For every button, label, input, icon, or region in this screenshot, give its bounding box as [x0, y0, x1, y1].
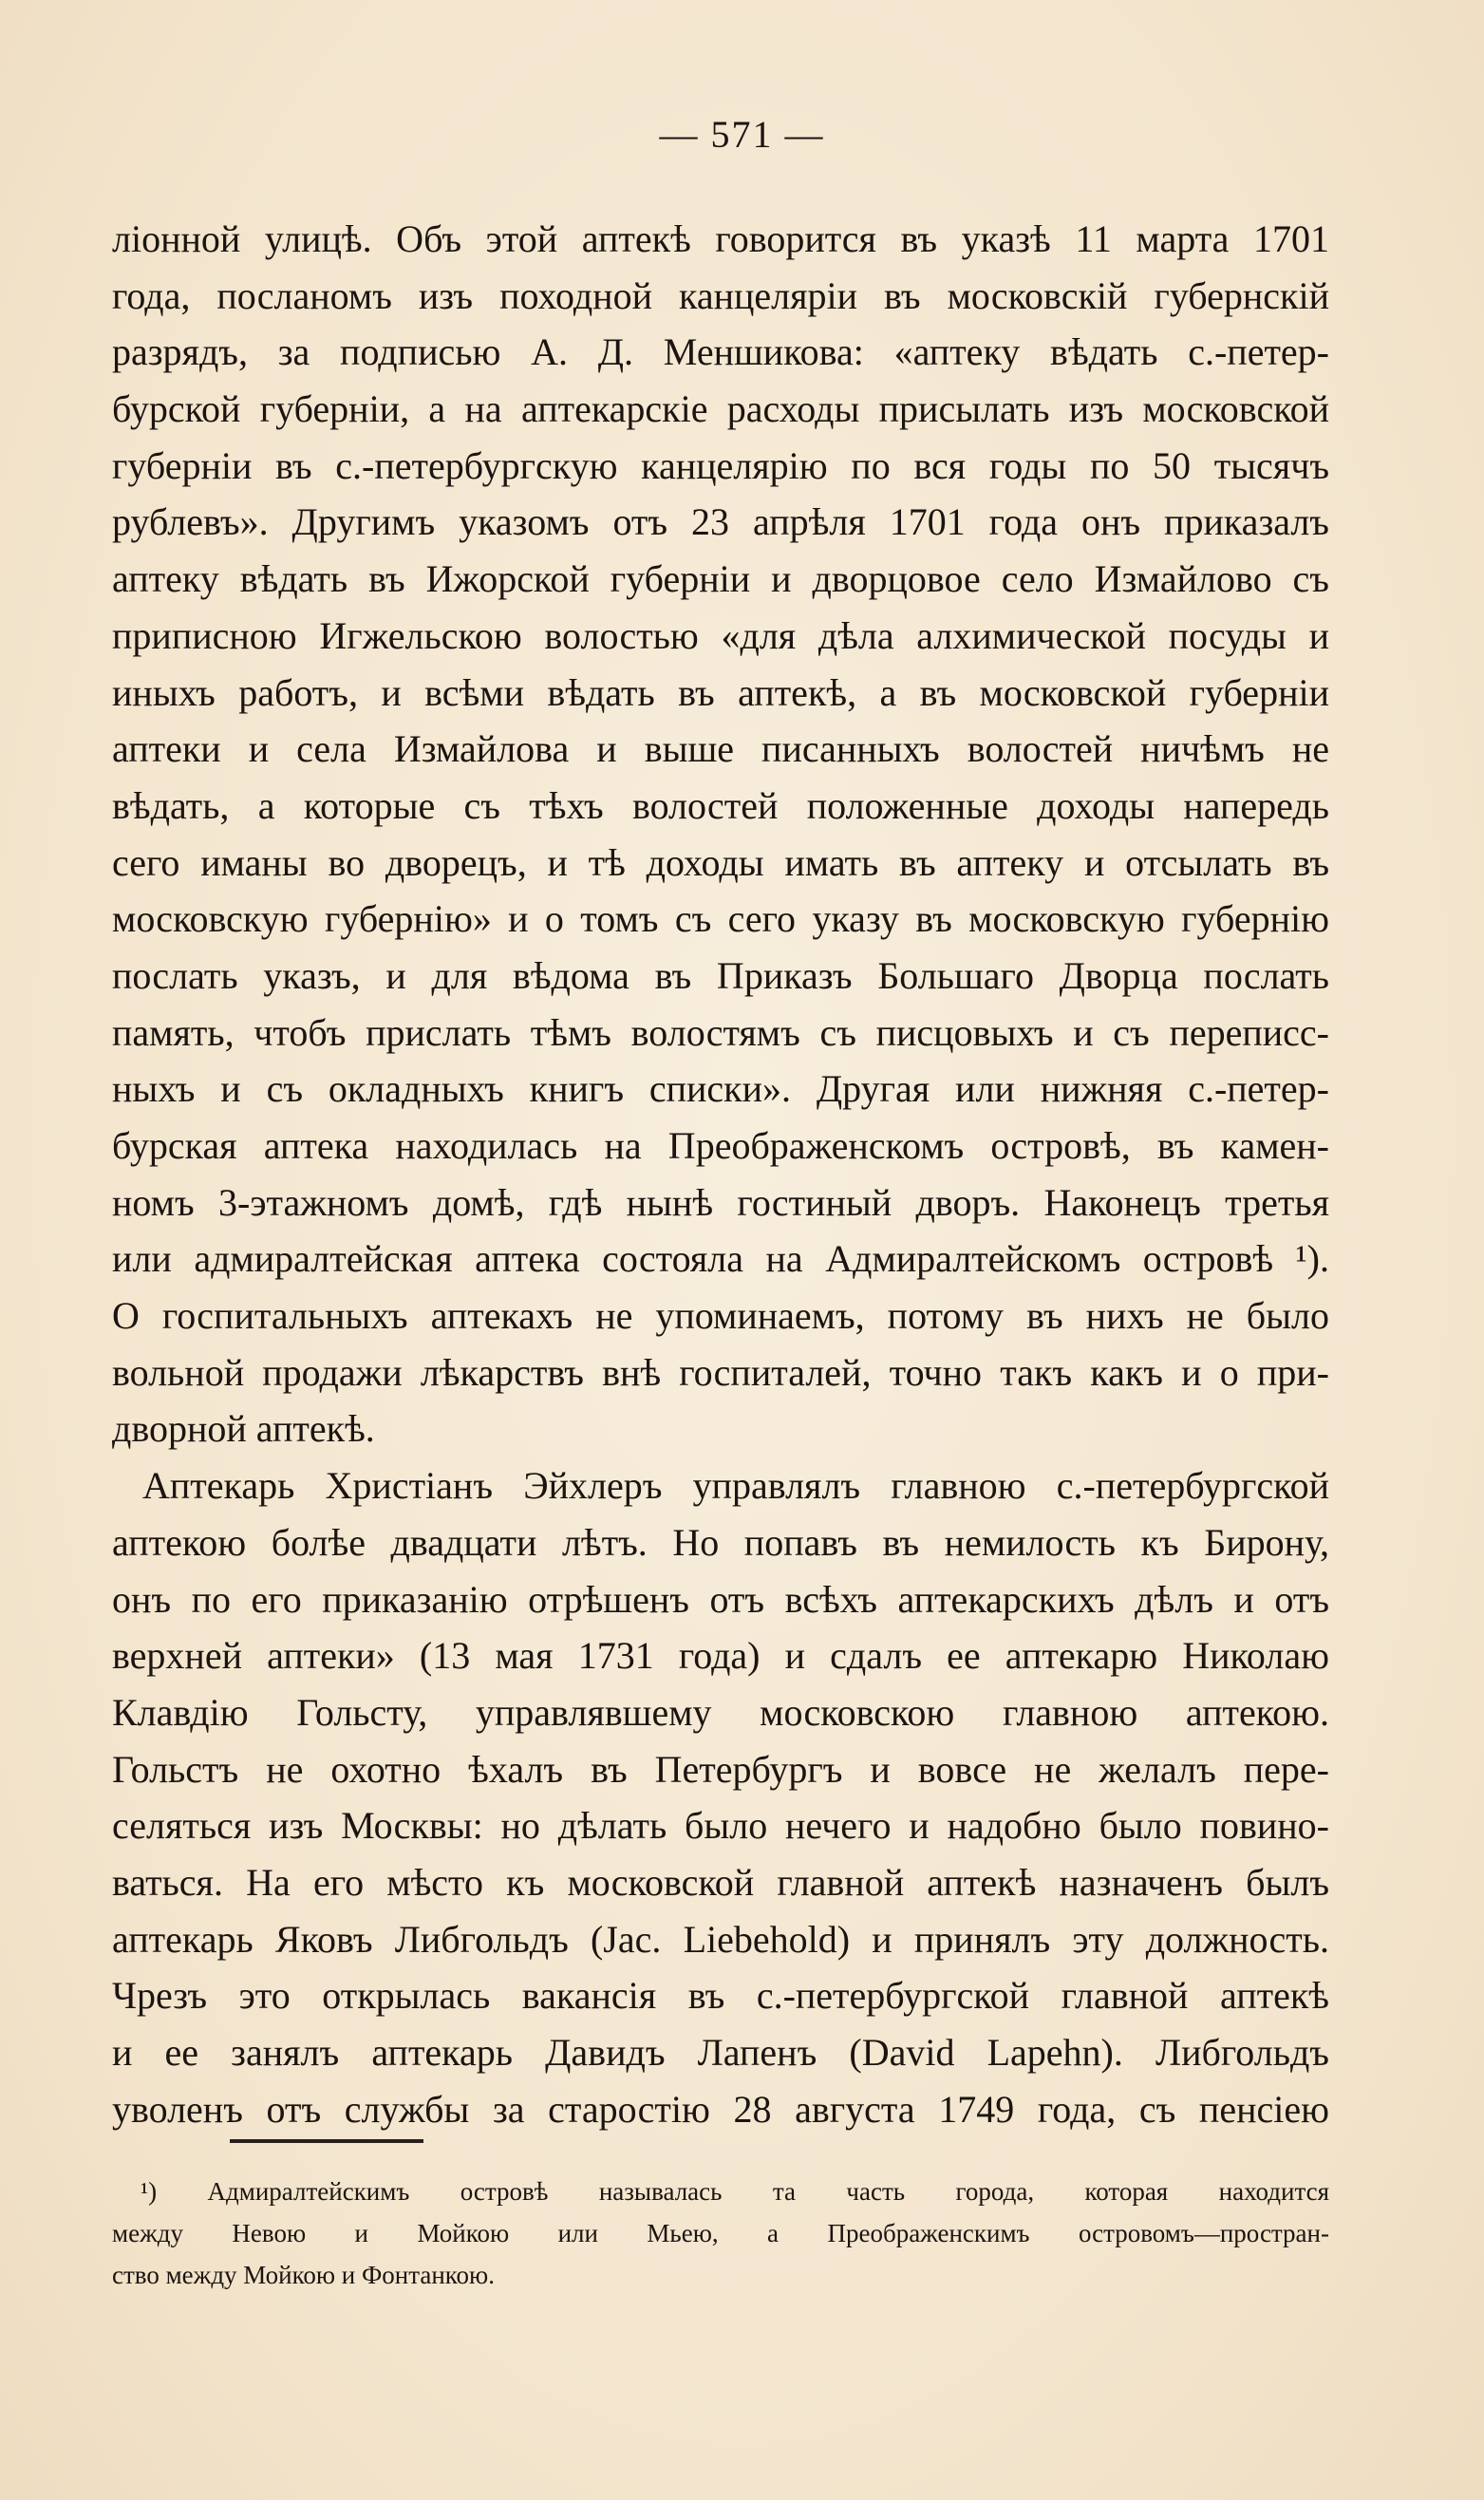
text-line: уволенъ отъ службы за старостію 28 августа 1749 года, съ пенсіею — [112, 2087, 1329, 2131]
text-line: московскую губернію» и о томъ съ сего указу въ московскую губернію — [112, 897, 1329, 941]
text-line: приписною Игжельскою волостью «для дѣла алхимической посуды и — [112, 613, 1329, 657]
text-line: онъ по его приказанію отрѣшенъ отъ всѣхъ аптекарскихъ дѣлъ и отъ — [112, 1577, 1329, 1621]
page-number: — 571 — — [659, 113, 825, 156]
paragraph-start-line: Аптекарь Христіанъ Эйхлеръ управлялъ главною с.-петербургской — [142, 1464, 1329, 1508]
footnote-line: ¹) Адмиралтейскимъ островѣ называлась та часть города, которая находится — [141, 2177, 1329, 2206]
text-line: года, посланомъ изъ походной канцеляріи въ московскій губернскій — [112, 273, 1329, 317]
text-line: сего иманы во дворецъ, и тѣ доходы имать въ аптеку и отсылать въ — [112, 840, 1329, 884]
text-line: верхней аптеки» (13 мая 1731 года) и сдалъ ее аптекарю Николаю — [112, 1634, 1329, 1678]
text-line: память, чтобъ прислать тѣмъ волостямъ съ писцовыхъ и съ переписс- — [112, 1010, 1329, 1054]
text-line: аптеки и села Измайлова и выше писанныхъ волостей ничѣмъ не — [112, 727, 1329, 771]
text-line: вѣдать, а которые съ тѣхъ волостей положенные доходы напередь — [112, 783, 1329, 827]
footnote-line: между Невою и Мойкою или Мьею, а Преображенскимъ островомъ—простран- — [112, 2219, 1329, 2247]
footnote — [112, 2171, 1329, 2296]
text-line: вольной продажи лѣкарствъ внѣ госпиталей, точно такъ какъ и о при- — [112, 1350, 1329, 1394]
text-line: дворной аптекѣ. — [112, 1407, 375, 1451]
text-line: или адмиралтейская аптека состояла на Адмиралтейскомъ островѣ ¹). — [112, 1237, 1329, 1281]
text-line: селяться изъ Москвы: но дѣлать было нечего и надобно было повино- — [112, 1804, 1329, 1848]
text-line: губерніи въ с.-петербургскую канцелярію по вся годы по 50 тысячъ — [112, 443, 1329, 487]
text-line: и ее занялъ аптекарь Давидъ Лапенъ (David Lapehn). Либгольдъ — [112, 2031, 1329, 2074]
text-line: бурская аптека находилась на Преображенскомъ островѣ, въ камен- — [112, 1124, 1329, 1167]
text-line: аптекарь Яковъ Либгольдъ (Jac. Liebehold) и принялъ эту должность. — [112, 1917, 1329, 1961]
text-line: ваться. На его мѣсто къ московской главной аптекѣ назначенъ былъ — [112, 1860, 1329, 1904]
body-text — [112, 211, 1329, 2137]
text-line: аптекою болѣе двадцати лѣтъ. Но попавъ въ немилость къ Бирону, — [112, 1520, 1329, 1564]
text-line: иныхъ работъ, и всѣми вѣдать въ аптекѣ, а въ московской губерніи — [112, 670, 1329, 714]
text-line: разрядъ, за подписью А. Д. Меншикова: «аптеку вѣдать с.-петер- — [112, 330, 1329, 374]
text-line: ныхъ и съ окладныхъ книгъ списки». Другая или нижняя с.-петер- — [112, 1067, 1329, 1111]
text-line: ліонной улицѣ. Объ этой аптекѣ говорится въ указѣ 11 марта 1701 — [112, 217, 1329, 260]
text-line: Гольстъ не охотно ѣхалъ въ Петербургъ и вовсе не желалъ пере- — [112, 1747, 1329, 1791]
footnote-line: ство между Мойкою и Фонтанкою. — [112, 2261, 495, 2289]
text-line: рублевъ». Другимъ указомъ отъ 23 апрѣля 1701 года онъ приказалъ — [112, 500, 1329, 544]
text-line: О госпитальныхъ аптекахъ не упоминаемъ, потому въ нихъ не было — [112, 1294, 1329, 1338]
footnote-separator — [230, 2139, 423, 2143]
text-line: Чрезъ это открылась вакансія въ с.-петербургской главной аптекѣ — [112, 1974, 1329, 2018]
text-line: Клавдію Гольсту, управлявшему московскою главною аптекою. — [112, 1690, 1329, 1734]
text-line: номъ 3-этажномъ домѣ, гдѣ нынѣ гостиный дворъ. Наконецъ третья — [112, 1180, 1329, 1224]
text-line: аптеку вѣдать въ Ижорской губерніи и дворцовое село Измайлово съ — [112, 557, 1329, 601]
text-line: бурской губерніи, а на аптекарскіе расходы присылать изъ московской — [112, 387, 1329, 431]
text-line: послать указъ, и для вѣдома въ Приказъ Большаго Дворца послать — [112, 953, 1329, 997]
